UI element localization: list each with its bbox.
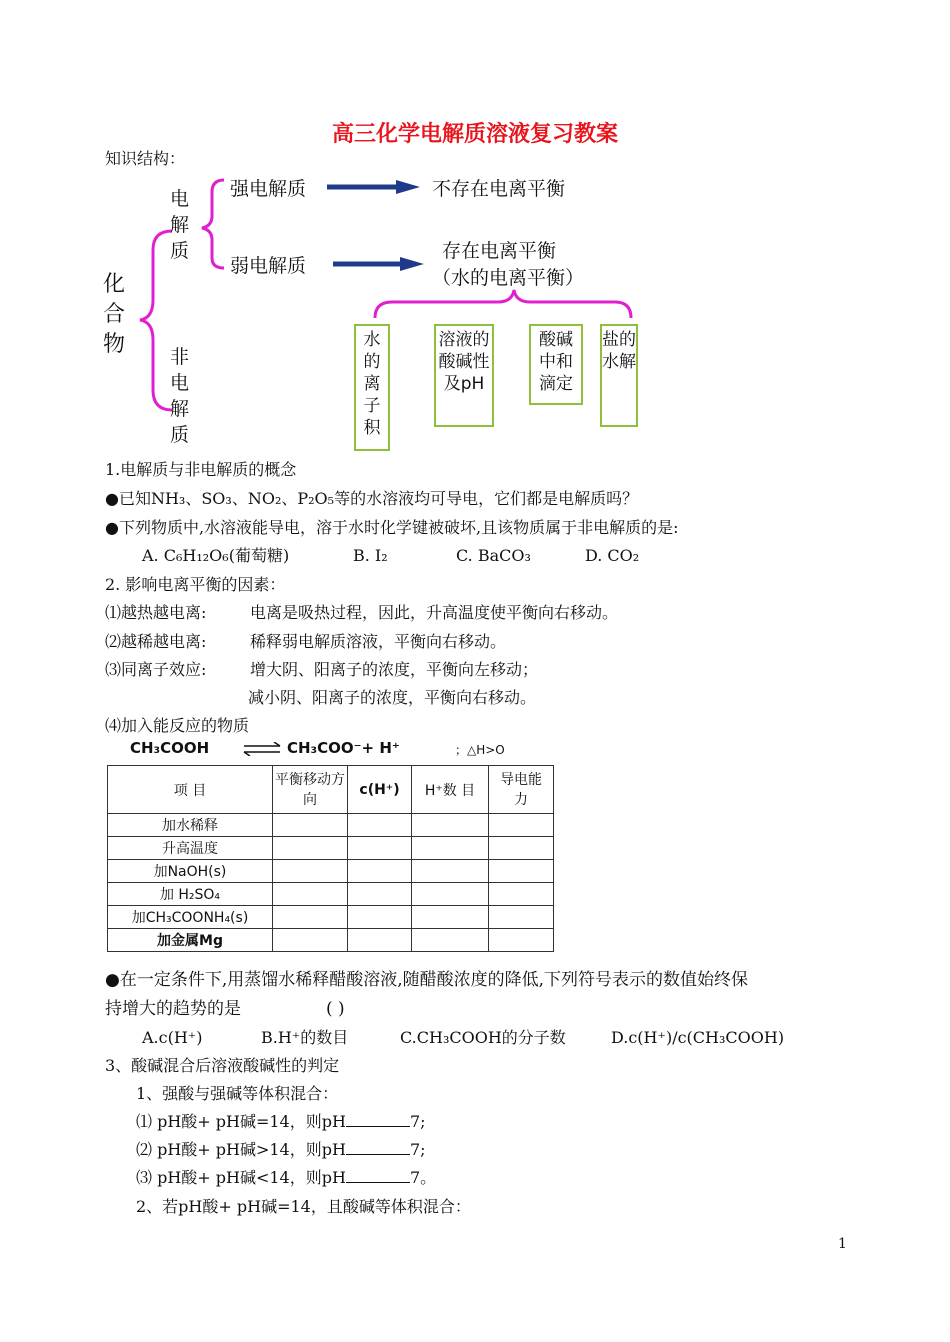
weak-brace — [375, 290, 631, 318]
question-1: ●已知NH₃、SO₃、NO₂、P₂O₅等的水溶液均可导电，它们都是电解质吗？ — [105, 489, 639, 508]
question-3-line1: ●在一定条件下,用蒸馏水稀释醋酸溶液,随醋酸浓度的降低,下列符号表示的数值始终保 — [105, 970, 749, 990]
row-label: 加水稀释 — [108, 814, 273, 837]
equilibrium-arrows-icon — [242, 742, 282, 756]
strong-arrow-head — [396, 180, 420, 194]
equation-condition: ；△H>O — [455, 743, 505, 757]
table-row — [108, 883, 554, 906]
weak-arrow-head — [400, 257, 424, 271]
row-label: 加CH₃COONH₄(s) — [108, 906, 273, 929]
table-row — [108, 837, 554, 860]
table-row — [108, 860, 554, 883]
page-number: 1 — [838, 1236, 847, 1252]
row-label: 加金属Mg — [108, 929, 273, 952]
table-row — [108, 906, 554, 929]
answer-blank[interactable] — [346, 1112, 410, 1127]
weak-result-note: （水的电离平衡） — [432, 267, 585, 289]
box-titration: 酸碱中和滴定 — [529, 324, 583, 405]
weak-electrolyte-label: 弱电解质 — [230, 255, 307, 277]
case-3-tail: 7。 — [409, 1168, 437, 1187]
knowledge-label: 知识结构： — [105, 149, 186, 168]
section3-sub2: 2、若pH酸+ pH碱=14，且酸碱等体积混合： — [136, 1197, 471, 1216]
option-c: C. BaCO₃ — [456, 546, 531, 565]
box-water-ionic-product: 水的离子积 — [354, 324, 390, 451]
answer-blank[interactable] — [346, 1168, 410, 1183]
table-row — [108, 814, 554, 837]
factor-2-label: ⑵越稀越电离: — [105, 632, 207, 651]
case-3-text: ⑶ pH酸+ pH碱<14，则pH — [136, 1168, 346, 1187]
page-title: 高三化学电解质溶液复习教案 — [331, 122, 618, 147]
section1-heading: 1.电解质与非电解质的概念 — [105, 460, 297, 479]
header-item: 项 目 — [108, 766, 273, 814]
case-2-text: ⑵ pH酸+ pH碱>14，则pH — [136, 1140, 346, 1159]
root-label: 化合物 — [103, 272, 126, 357]
weak-result-label: 存在电离平衡 — [442, 240, 557, 262]
strong-electrolyte-label: 强电解质 — [230, 178, 307, 200]
q3-option-a: A.c(H⁺) — [142, 1028, 203, 1047]
factor-2-text: 稀释弱电解质溶液，平衡向右移动。 — [250, 632, 507, 651]
box-acidity-ph: 溶液的酸碱性及pH — [434, 324, 494, 427]
factor-1-label: ⑴越热越电离: — [105, 603, 207, 622]
header-ch: c(H⁺) — [348, 766, 412, 814]
question-3-line2: 持增大的趋势的是 — [105, 999, 241, 1019]
section3-sub1: 1、强酸与强碱等体积混合： — [136, 1084, 339, 1103]
answer-paren: ( ) — [326, 999, 345, 1019]
option-b: B. I₂ — [353, 546, 388, 565]
electrolyte-brace — [202, 180, 224, 268]
row-label: 加 H₂SO₄ — [108, 883, 273, 906]
factor-4-label: ⑷加入能反应的物质 — [105, 716, 250, 735]
q3-option-d: D.c(H⁺)/c(CH₃COOH) — [611, 1028, 785, 1047]
equation-left: CH₃COOH — [130, 739, 210, 757]
header-h-count: H⁺数 目 — [412, 766, 489, 814]
q3-option-c: C.CH₃COOH的分子数 — [400, 1028, 566, 1047]
option-d: D. CO₂ — [585, 546, 640, 565]
case-2 — [136, 1140, 426, 1160]
factor-3-text-b: 减小阴、阳离子的浓度，平衡向右移动。 — [248, 688, 537, 707]
electrolyte-label: 电解质 — [170, 188, 190, 262]
case-3 — [136, 1168, 436, 1188]
strong-result-label: 不存在电离平衡 — [432, 178, 566, 200]
row-label: 升高温度 — [108, 837, 273, 860]
non-electrolyte-label: 非电解质 — [170, 346, 190, 446]
section3-heading: 3、酸碱混合后溶液酸碱性的判定 — [105, 1056, 340, 1075]
case-1-tail: 7; — [409, 1112, 426, 1131]
table-header-row — [108, 766, 554, 814]
box-salt-hydrolysis: 盐的水解 — [600, 324, 638, 427]
case-2-tail: 7; — [409, 1140, 426, 1159]
header-shift: 平衡移动方向 — [273, 766, 348, 814]
factor-3-text-a: 增大阴、阳离子的浓度，平衡向左移动； — [250, 660, 539, 679]
equation-right: CH₃COO⁻+ H⁺ — [287, 739, 400, 757]
factor-1-text: 电离是吸热过程，因此，升高温度使平衡向右移动。 — [250, 603, 619, 622]
case-1 — [136, 1112, 426, 1132]
equilibrium-table — [107, 765, 554, 952]
case-1-text: ⑴ pH酸+ pH碱=14，则pH — [136, 1112, 346, 1131]
section2-heading: 2. 影响电离平衡的因素： — [105, 575, 286, 594]
option-a: A. C₆H₁₂O₆(葡萄糖) — [142, 546, 290, 565]
answer-blank[interactable] — [346, 1140, 410, 1155]
q3-option-b: B.H⁺的数目 — [261, 1028, 349, 1047]
table-row — [108, 929, 554, 952]
question-2: ●下列物质中,水溶液能导电，溶于水时化学键被破坏,且该物质属于非电解质的是: — [105, 518, 679, 537]
row-label: 加NaOH(s) — [108, 860, 273, 883]
header-conductivity: 导电能力 — [489, 766, 554, 814]
factor-3-label: ⑶同离子效应: — [105, 660, 207, 679]
root-brace — [140, 231, 172, 410]
